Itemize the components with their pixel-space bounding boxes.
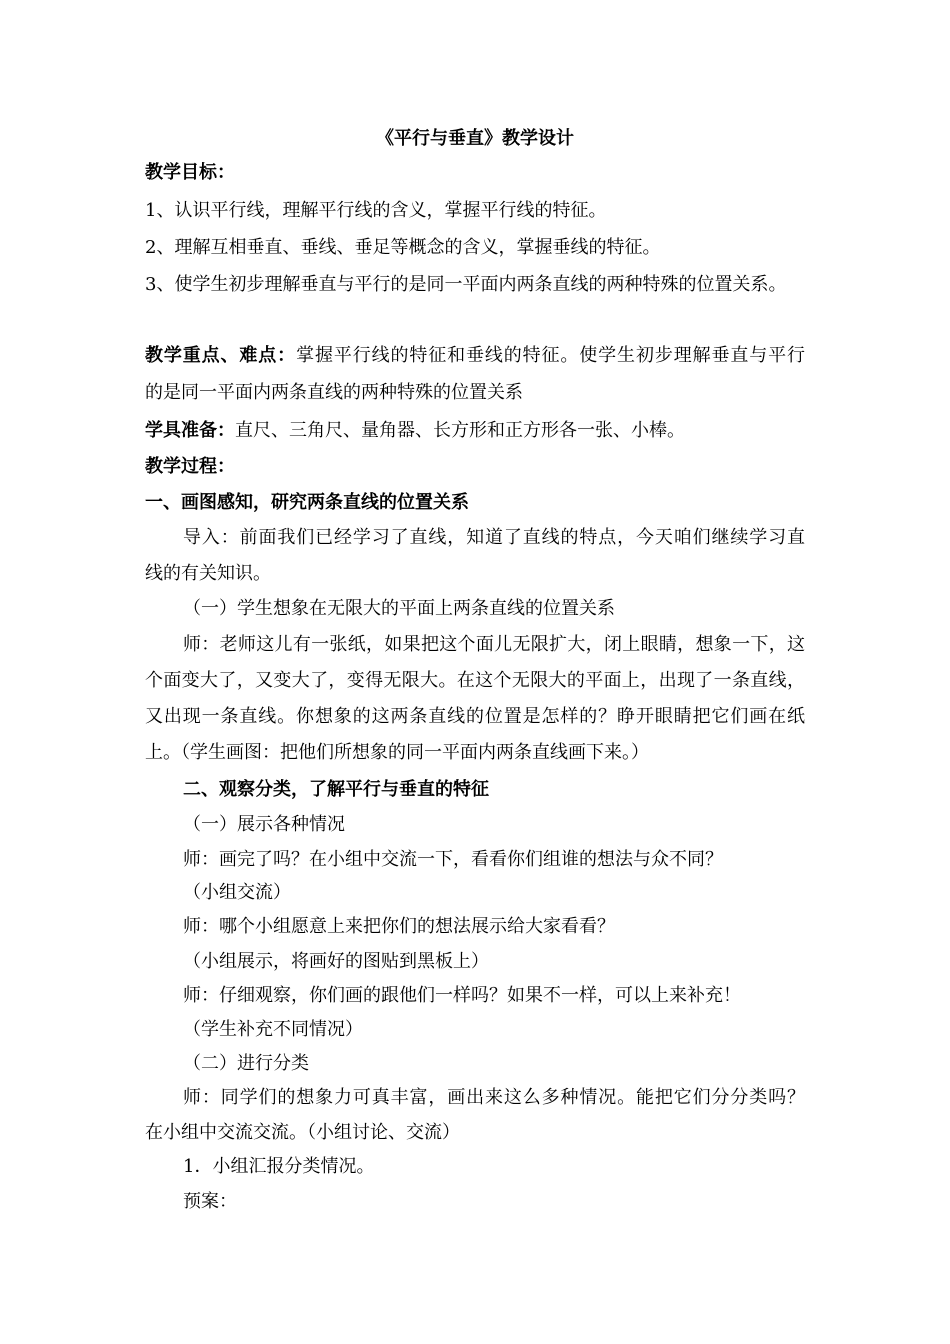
teacher-line-4: 师：仔细观察，你们画的跟他们一样吗？如果不一样，可以上来补充！ xyxy=(183,985,741,1006)
key-points-label: 教学重点、难点： xyxy=(145,345,297,366)
objective-item: 3、使学生初步理解垂直与平行的是同一平面内两条直线的两种特殊的位置关系。 xyxy=(145,274,787,295)
key-points-text-continued: 的是同一平面内两条直线的两种特殊的位置关系 xyxy=(145,382,523,403)
section-2-heading: 二、观察分类，了解平行与垂直的特征 xyxy=(183,779,489,800)
materials-paragraph xyxy=(0,419,950,443)
plan-label: 预案： xyxy=(183,1191,237,1212)
document-title: 《平行与垂直》教学设计 xyxy=(376,128,574,149)
intro-paragraph: 导入：前面我们已经学习了直线，知道了直线的特点，今天咱们继续学习直 xyxy=(183,527,805,548)
note-supplement: （学生补充不同情况） xyxy=(183,1019,363,1040)
intro-paragraph-continued: 线的有关知识。 xyxy=(145,563,271,584)
key-points-text: 掌握平行线的特征和垂线的特征。使学生初步理解垂直与平行 xyxy=(296,345,806,366)
materials-label: 学具准备： xyxy=(145,420,235,441)
objective-item: 1、认识平行线，理解平行线的含义，掌握平行线的特征。 xyxy=(145,200,607,221)
materials-text: 直尺、三角尺、量角器、长方形和正方形各一张、小棒。 xyxy=(235,420,685,441)
process-heading: 教学过程： xyxy=(145,456,235,477)
subsection-2-1: （一）展示各种情况 xyxy=(183,814,345,835)
section-1-heading: 一、画图感知，研究两条直线的位置关系 xyxy=(145,492,469,513)
step-1: 1．小组汇报分类情况。 xyxy=(183,1156,375,1177)
key-points-paragraph xyxy=(145,344,805,368)
note-group-exchange: （小组交流） xyxy=(183,882,291,903)
objectives-heading: 教学目标： xyxy=(145,162,235,183)
teacher-paragraph-1-line-2: 个面变大了，又变大了，变得无限大。在这个无限大的平面上，出现了一条直线， xyxy=(145,670,805,691)
note-group-show: （小组展示，将画好的图贴到黑板上） xyxy=(183,951,489,972)
teacher-paragraph-1-line-3: 又出现一条直线。你想象的这两条直线的位置是怎样的？睁开眼睛把它们画在纸 xyxy=(145,706,805,727)
objective-item: 2、理解互相垂直、垂线、垂足等概念的含义，掌握垂线的特征。 xyxy=(145,237,661,258)
teacher-paragraph-1-line-4: 上。（学生画图：把他们所想象的同一平面内两条直线画下来。） xyxy=(145,742,649,763)
subsection-2-2: （二）进行分类 xyxy=(183,1053,309,1074)
teacher-paragraph-5: 师：同学们的想象力可真丰富，画出来这么多种情况。能把它们分分类吗？ xyxy=(183,1087,805,1108)
teacher-line-2: 师：画完了吗？在小组中交流一下，看看你们组谁的想法与众不同？ xyxy=(183,849,723,870)
teacher-line-3: 师：哪个小组愿意上来把你们的想法展示给大家看看？ xyxy=(183,916,615,937)
subsection-1-1: （一）学生想象在无限大的平面上两条直线的位置关系 xyxy=(183,598,615,619)
teacher-paragraph-5-continued: 在小组中交流交流。（小组讨论、交流） xyxy=(145,1122,460,1143)
teacher-paragraph-1: 师：老师这儿有一张纸，如果把这个面儿无限扩大，闭上眼睛，想象一下，这 xyxy=(183,634,805,655)
